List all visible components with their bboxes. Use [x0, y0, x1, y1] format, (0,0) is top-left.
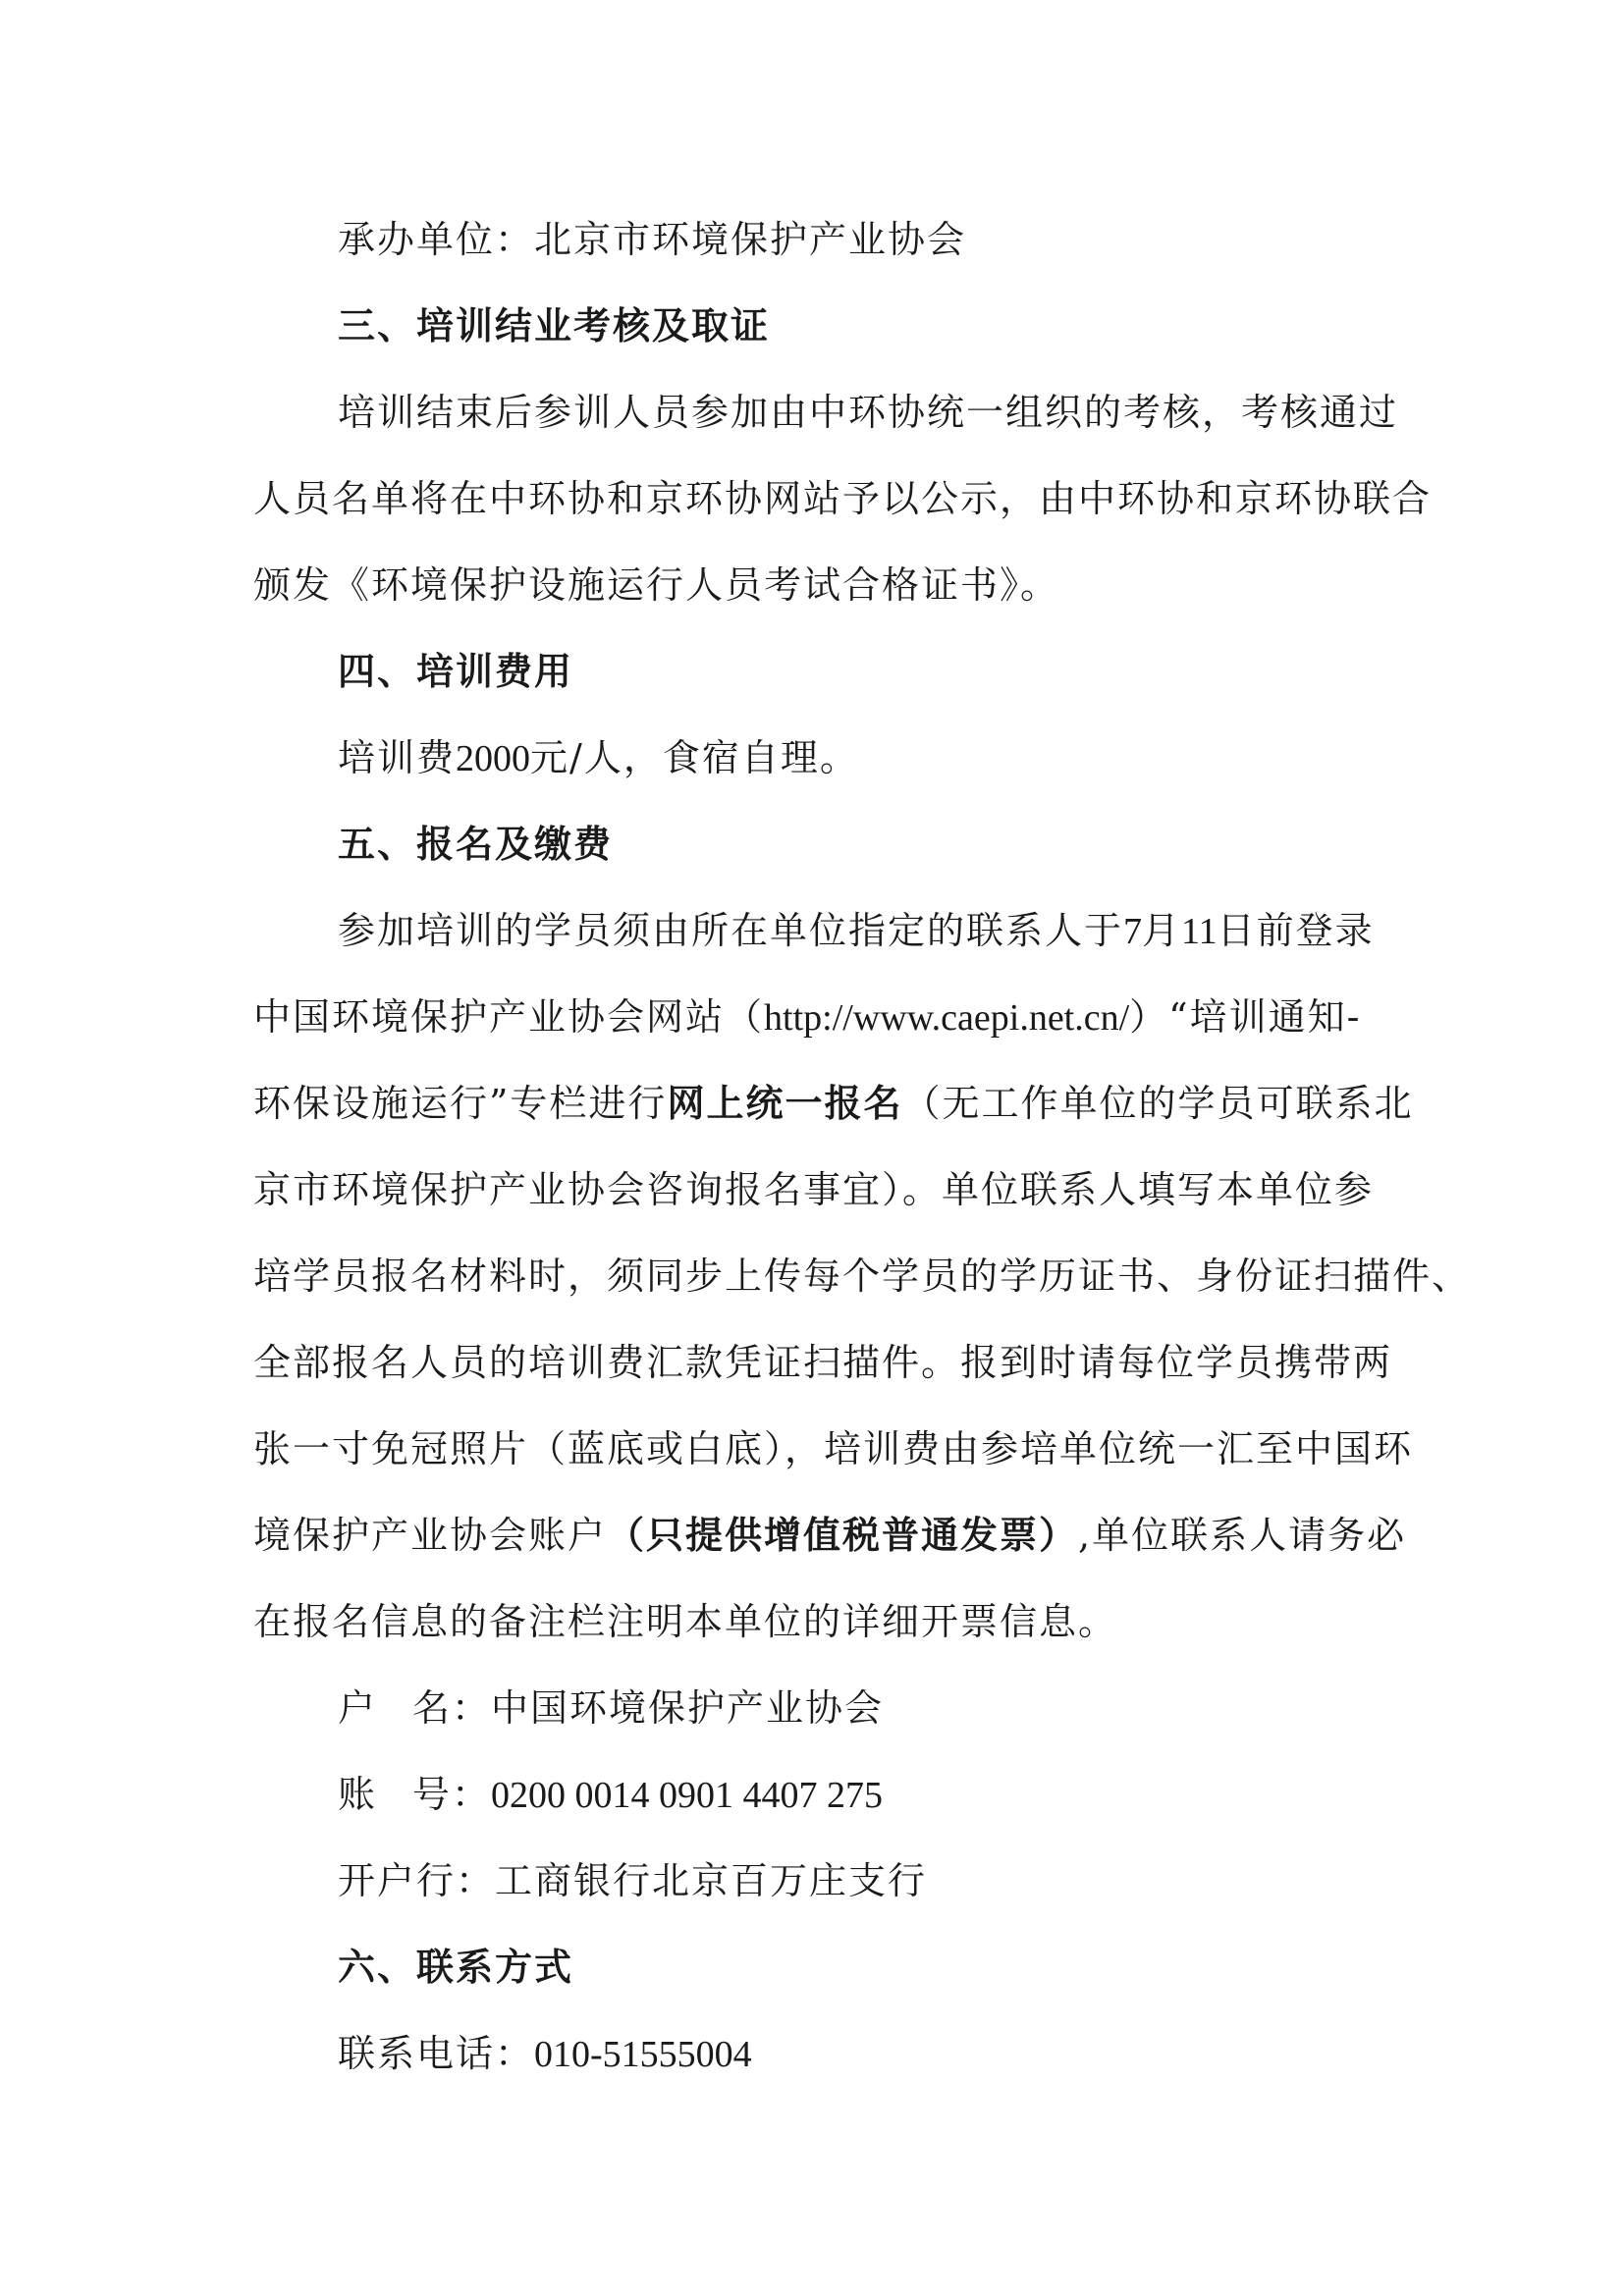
text-run: （无工作单位的学员可联系北	[902, 1082, 1414, 1125]
training-fee-line	[338, 735, 859, 781]
text-run: 中国环境保护产业协会网站（	[253, 995, 765, 1039]
bank-value: 工商银行北京百万庄支行	[495, 1859, 928, 1902]
host-unit-label: 承办单位：	[338, 218, 535, 261]
text-run: 境保护产业协会账户	[253, 1514, 608, 1557]
website-url-link[interactable]: http://www.caepi.net.cn/	[764, 997, 1130, 1039]
account-number-label: 号：	[412, 1773, 492, 1816]
online-registration-emphasis: 网上统一报名	[667, 1081, 903, 1125]
section-3-paragraph-line: 颁发《环境保护设施运行人员考试合格证书》。	[253, 563, 1060, 607]
invoice-type-emphasis: （只提供增值税普通发票）	[607, 1513, 1079, 1557]
day-value: 11	[1181, 911, 1218, 952]
text-run: 环保设施运行”专栏进行	[253, 1082, 668, 1125]
account-name-value: 中国环境保护产业协会	[491, 1686, 885, 1730]
section-4-heading: 四、培训费用	[338, 649, 574, 693]
bank-line	[338, 1858, 927, 1903]
text-run: ）“培训通知-	[1129, 995, 1362, 1039]
account-name-line	[338, 1685, 884, 1731]
fee-prefix: 培训费	[338, 736, 457, 779]
phone-label: 联系电话：	[338, 2032, 535, 2075]
section-6-heading: 六、联系方式	[338, 1945, 574, 1989]
section-5-paragraph-line	[253, 994, 1361, 1041]
phone-value: 010-51555004	[534, 2034, 752, 2075]
section-5-paragraph-line: 京市环境保护产业协会咨询报名事宜）。单位联系人填写本单位参	[253, 1168, 1375, 1211]
account-name-label: 名：	[412, 1686, 492, 1730]
text-run: ,单位联系人请务必	[1078, 1514, 1407, 1557]
section-3-paragraph-line: 培训结束后参训人员参加由中环协统一组织的考核，考核通过	[338, 391, 1399, 434]
account-number-line	[338, 1772, 883, 1818]
section-3-paragraph-line: 人员名单将在中环协和京环协网站予以公示，由中环协和京环协联合	[253, 477, 1433, 520]
section-5-paragraph-line: 张一寸免冠照片（蓝底或白底），培训费由参培单位统一汇至中国环	[253, 1427, 1414, 1470]
section-5-heading: 五、报名及缴费	[338, 822, 614, 866]
text-run: 日前登录	[1217, 909, 1375, 952]
account-number-label: 账	[338, 1773, 378, 1816]
text-run: 参加培训的学员须由所在单位指定的联系人于	[338, 909, 1124, 952]
host-unit-value: 北京市环境保护产业协会	[534, 218, 967, 261]
account-number-value: 0200 0014 0901 4407 275	[491, 1775, 884, 1816]
host-unit-line	[338, 217, 966, 262]
month-value: 7	[1123, 911, 1143, 952]
section-5-paragraph-line: 在报名信息的备注栏注明本单位的详细开票信息。	[253, 1600, 1118, 1643]
section-5-paragraph-line	[253, 1513, 1406, 1558]
section-3-heading: 三、培训结业考核及取证	[338, 303, 771, 347]
account-name-label: 户	[338, 1686, 378, 1730]
fee-suffix: 元/人，食宿自理。	[530, 736, 859, 779]
fee-amount: 2000	[456, 738, 531, 779]
bank-label: 开户行：	[338, 1859, 496, 1902]
text-run: 月	[1142, 909, 1182, 952]
section-5-paragraph-line	[338, 908, 1375, 954]
section-5-paragraph-line: 培学员报名材料时，须同步上传每个学员的学历证书、身份证扫描件、	[253, 1255, 1472, 1298]
contact-phone-line	[338, 2031, 752, 2077]
section-5-paragraph-line: 全部报名人员的培训费汇款凭证扫描件。报到时请每位学员携带两	[253, 1341, 1393, 1384]
section-5-paragraph-line	[253, 1081, 1413, 1126]
